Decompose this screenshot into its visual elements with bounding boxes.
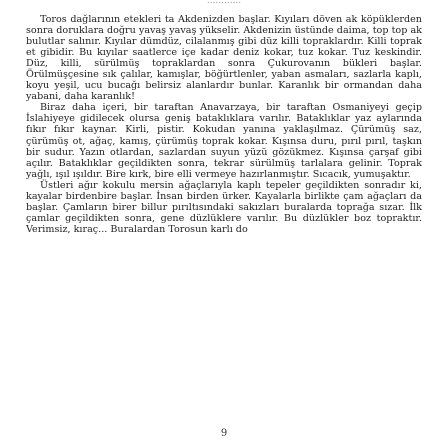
paragraph-1: Toros dağlarının etekleri ta Akdenizden başlar. Kıyıları döven ak köpüklerden sonra doruklara doğru yavaş yavaş yükselir. Akdenizin üstünde daima, top top ak bulutlar salınır. Kıyılar dümdüz, cilalanmış gibi düz killi topraklardır. Killi toprak et gibidir. Bu kıyılar saatlerce içe kadar deniz kokar, tuz kokar. Tuz keskindir. Düz, killi, sürülmüş topraklardan sonra Çukurovanın bükleri başlar. Örülmüşçesine sık çalılar, kamışlar, böğürtlenler, yaban asmaları, sazlarla kaplı, koyu yeşil, ucu bucağı belirsiz alanlardır bunlar. Karanlık bir ormandan daha yabani, daha karanlık! [26,14,422,103]
paragraph-3: Üstleri ağır kokulu mersin ağaçlarıyla kaplı tepeler geçildikten sonradır ki, kayalar birdenbire başlar. İnsan birden ürker. Kayalarla birlikte çam ağaçları da başlar. Çamların birer billur pırıltısındaki sakızları buralarda toprağa sızar. İlk çamlar geçildikten sonra, gene düzlüklere varılır. Bu düzlükler boz topraktır. Verimsiz, kıraç... Buralardan Torosun karlı do [26,179,422,235]
paragraph-2: Biraz daha içeri, bir taraftan Anavarzaya, bir taraftan Osmaniyeyi geçip İslahiyeye gidilecek olursa geniş bataklıklara varılır. Bataklıklar yaz aylarında fıkır fıkır kaynar. Kirli, pistir. Kokudan yanına yaklaşılmaz. Çürümüş saz, çürümüş ot, ağaç, kamış, çürümüş toprak kokar. Kışınsa duru, pırıl pırıl, taşkın bir sudur. Yazın otlardan, sazlardan suyun yüzü gözükmez. Kışınsa çarşaf gibi açılır. Bataklıklar geçildikten sonra, tekrar sürülmüş tarlalara gelinir. Toprak yağlı, ışıl ışıldır. Bire kırk, bire elli vermeye hazırlanmıştır. Sıcacık, yumuşaktır. [26,102,422,180]
previous-page-fragment: ............ [206,0,242,6]
page-number: 9 [220,428,228,439]
body-text [26,14,422,235]
